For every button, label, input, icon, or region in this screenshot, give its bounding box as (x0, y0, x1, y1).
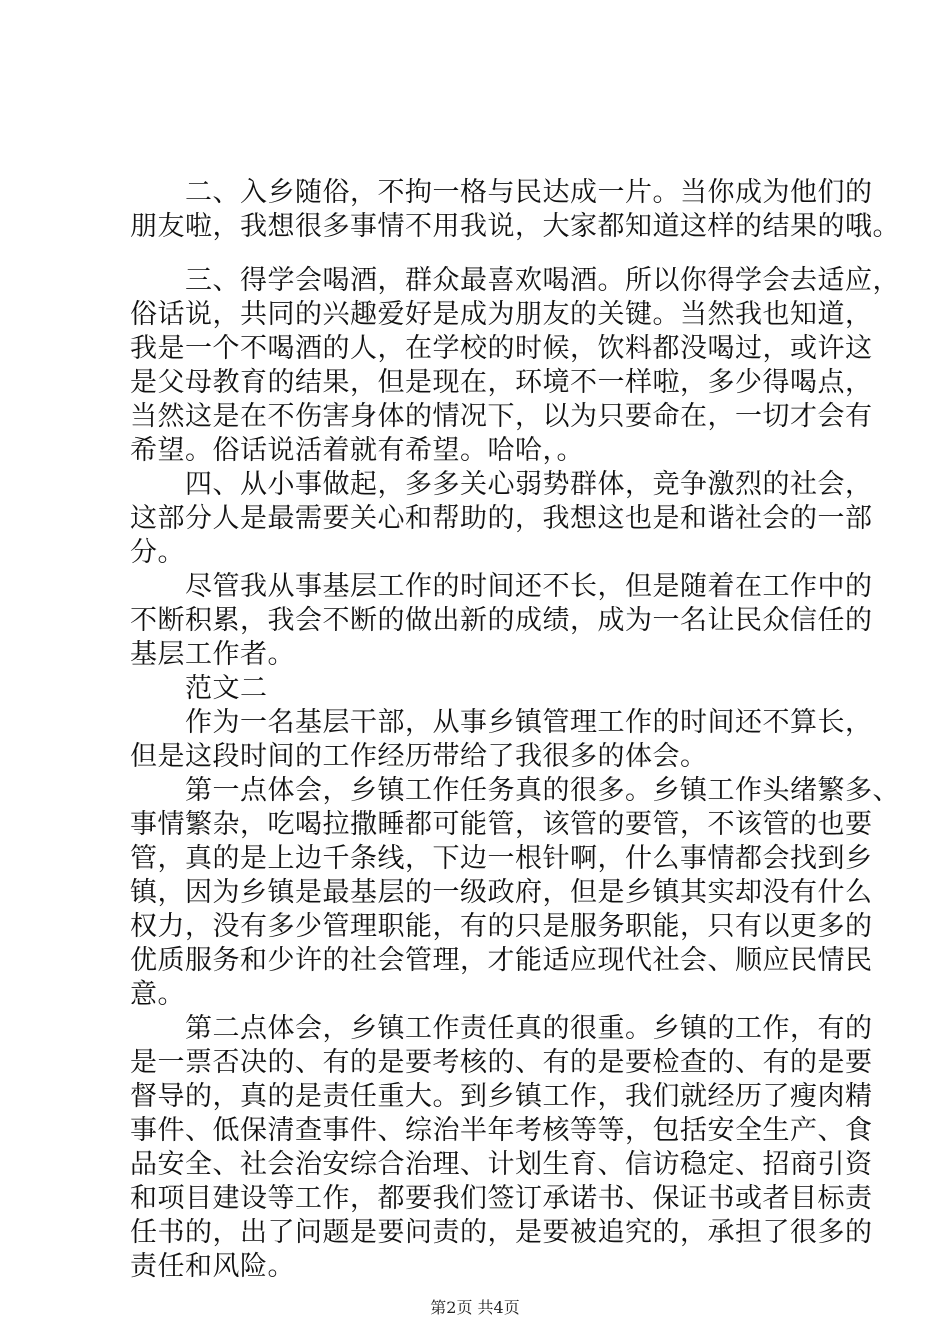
body-text-line: 四、从小事做起，多多关心弱势群体，竞争激烈的社会， (130, 469, 873, 500)
body-text-line: 三、得学会喝酒，群众最喜欢喝酒。所以你得学会去适应， (130, 265, 900, 296)
body-text-line: 不断积累，我会不断的做出新的成绩，成为一名让民众信任的 (130, 605, 873, 636)
body-text-line: 作为一名基层干部，从事乡镇管理工作的时间还不算长， (130, 707, 873, 738)
body-text-line: 优质服务和少许的社会管理，才能适应现代社会、顺应民情民 (130, 945, 873, 976)
body-text-line: 二、入乡随俗，不拘一格与民达成一片。当你成为他们的 (130, 177, 873, 208)
body-text-line: 当然这是在不伤害身体的情况下，以为只要命在，一切才会有 (130, 401, 873, 432)
body-text-line: 是父母教育的结果，但是现在，环境不一样啦，多少得喝点， (130, 367, 873, 398)
body-text-line: 俗话说，共同的兴趣爱好是成为朋友的关键。当然我也知道， (130, 299, 873, 330)
body-text-line: 第二点体会，乡镇工作责任真的很重。乡镇的工作，有的 (130, 1013, 873, 1044)
body-text-line: 这部分人是最需要关心和帮助的，我想这也是和谐社会的一部 (130, 503, 873, 534)
body-text-line: 镇，因为乡镇是最基层的一级政府，但是乡镇其实却没有什么 (130, 877, 873, 908)
body-text-line: 基层工作者。 (130, 639, 295, 670)
body-text-line: 责任和风险。 (130, 1251, 295, 1282)
body-text-line: 希望。俗话说活着就有希望。哈哈，。 (130, 435, 584, 466)
body-text-line: 事件、低保清查事件、综治半年考核等等，包括安全生产、食 (130, 1115, 873, 1146)
body-text-line: 但是这段时间的工作经历带给了我很多的体会。 (130, 741, 708, 772)
body-text-line: 我是一个不喝酒的人，在学校的时候，饮料都没喝过，或许这 (130, 333, 873, 364)
body-text-line: 第一点体会，乡镇工作任务真的很多。乡镇工作头绪繁多、 (130, 775, 900, 806)
body-text-line: 和项目建设等工作，都要我们签订承诺书、保证书或者目标责 (130, 1183, 873, 1214)
body-text-line: 管，真的是上边千条线，下边一根针啊，什么事情都会找到乡 (130, 843, 873, 874)
body-text-line: 事情繁杂，吃喝拉撒睡都可能管，该管的要管，不该管的也要 (130, 809, 873, 840)
body-text-line: 是一票否决的、有的是要考核的、有的是要检查的、有的是要 (130, 1047, 873, 1078)
body-text-line: 意。 (130, 979, 185, 1010)
body-text-line: 尽管我从事基层工作的时间还不长，但是随着在工作中的 (130, 571, 873, 602)
body-text-line: 督导的，真的是责任重大。到乡镇工作，我们就经历了瘦肉精 (130, 1081, 873, 1112)
body-text-line: 品安全、社会治安综合治理、计划生育、信访稳定、招商引资 (130, 1149, 873, 1180)
body-text-line: 分。 (130, 537, 185, 568)
body-text-line: 任书的，出了问题是要问责的，是要被追究的，承担了很多的 (130, 1217, 873, 1248)
page-number-footer: 第2页 共4页 (430, 1298, 520, 1317)
body-text-line: 权力，没有多少管理职能，有的只是服务职能，只有以更多的 (130, 911, 873, 942)
section-heading: 范文二 (130, 673, 268, 704)
body-text-line: 朋友啦，我想很多事情不用我说，大家都知道这样的结果的哦。 (130, 211, 900, 242)
